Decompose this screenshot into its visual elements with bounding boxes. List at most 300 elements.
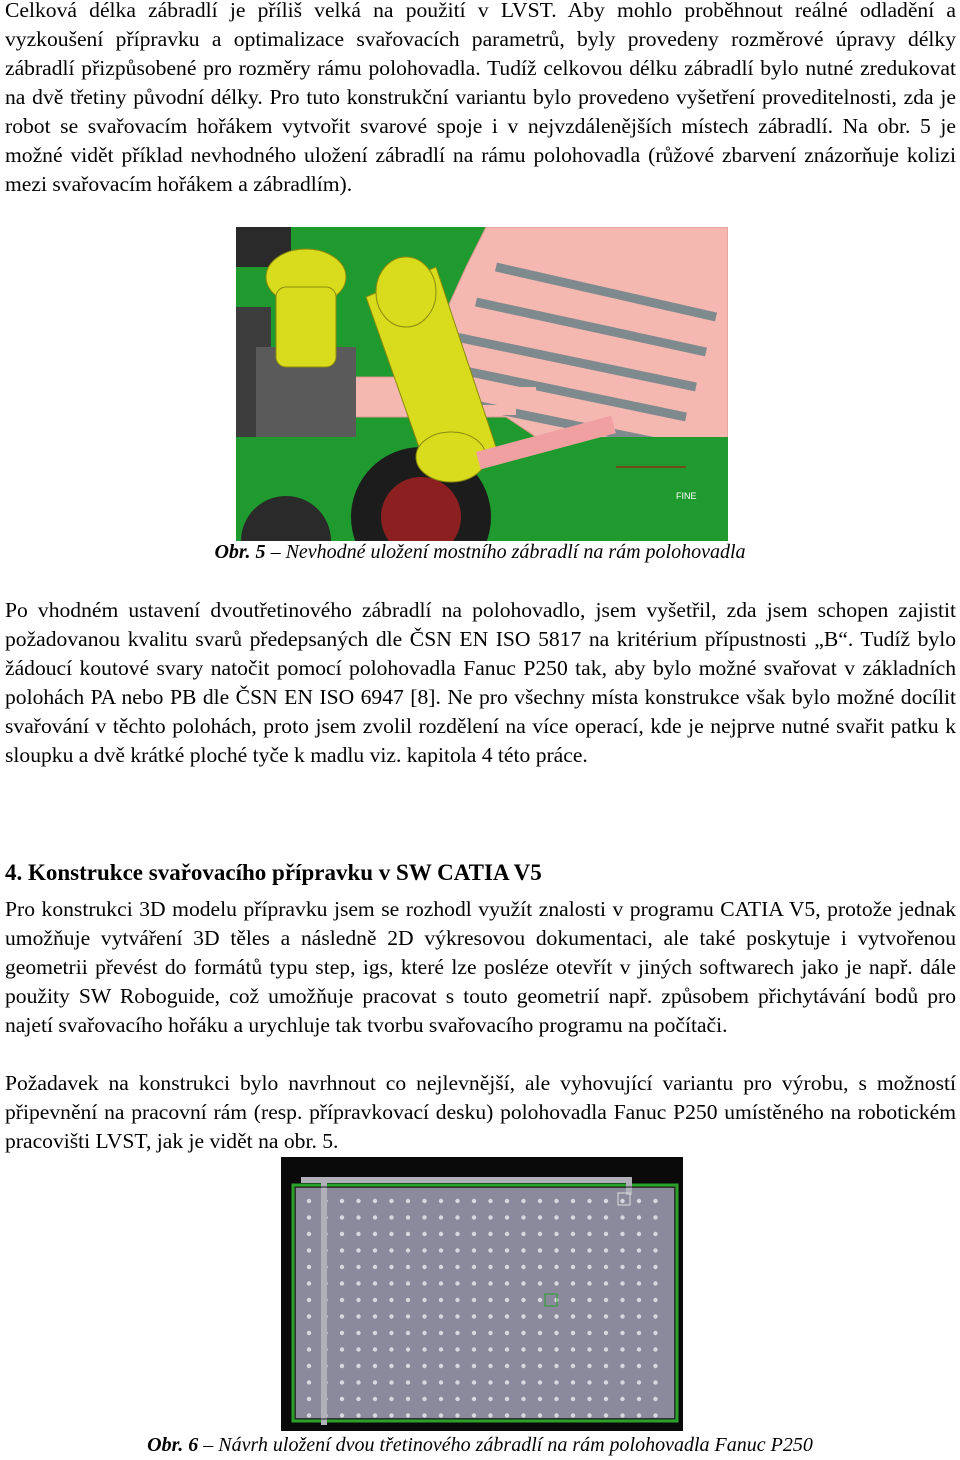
plate-hole bbox=[604, 1380, 608, 1384]
plate-hole bbox=[521, 1397, 525, 1401]
plate-hole bbox=[620, 1364, 624, 1368]
fine-label: FINE bbox=[676, 491, 697, 501]
plate-hole bbox=[538, 1265, 542, 1269]
plate-hole bbox=[373, 1413, 377, 1417]
plate-hole bbox=[488, 1232, 492, 1236]
plate-hole bbox=[389, 1215, 393, 1219]
paragraph-catia: Pro konstrukci 3D modelu přípravku jsem se rozhodl využít znalosti v programu CATIA V5, protože jednak umožňuje vytváření 3D těles a následně 2D výkresovou dokumentaci, ale také poskytuje i vytvořenou geometrii převést do formátů typu step, igs, které lze posléze otevřít v jiných softwarech jako je např. dále použity SW Roboguide, což umožňuje pracovat s touto geometrií např. způsobem přichytávání bodů pro najetí svařovacího hořáku a urychluje tak tvorbu svařovacího programu na počítači. bbox=[5, 897, 956, 1037]
plate-hole bbox=[406, 1364, 410, 1368]
plate-hole bbox=[554, 1397, 558, 1401]
plate-hole bbox=[307, 1281, 311, 1285]
plate-hole bbox=[620, 1413, 624, 1417]
plate-hole bbox=[340, 1314, 344, 1318]
plate-hole bbox=[389, 1364, 393, 1368]
plate-hole bbox=[406, 1347, 410, 1351]
plate-hole bbox=[389, 1413, 393, 1417]
plate-hole bbox=[620, 1331, 624, 1335]
plate-hole bbox=[554, 1265, 558, 1269]
plate-hole bbox=[439, 1397, 443, 1401]
plate-hole bbox=[356, 1248, 360, 1252]
plate-hole bbox=[620, 1265, 624, 1269]
plate-hole bbox=[373, 1314, 377, 1318]
plate-hole bbox=[373, 1298, 377, 1302]
plate-hole bbox=[620, 1314, 624, 1318]
plate-hole bbox=[620, 1347, 624, 1351]
plate-hole bbox=[521, 1265, 525, 1269]
plate-hole bbox=[505, 1314, 509, 1318]
plate-hole bbox=[620, 1298, 624, 1302]
plate-hole bbox=[505, 1232, 509, 1236]
plate-hole bbox=[356, 1380, 360, 1384]
plate-hole bbox=[472, 1380, 476, 1384]
plate-hole bbox=[571, 1248, 575, 1252]
plate-hole bbox=[554, 1347, 558, 1351]
figure-6-label: Obr. 6 bbox=[147, 1434, 199, 1456]
plate-hole bbox=[439, 1281, 443, 1285]
plate-hole bbox=[472, 1347, 476, 1351]
plate-hole bbox=[554, 1364, 558, 1368]
plate-hole bbox=[587, 1331, 591, 1335]
figure-6-caption bbox=[0, 1434, 960, 1457]
plate-hole bbox=[439, 1298, 443, 1302]
plate-hole bbox=[340, 1265, 344, 1269]
plate-hole bbox=[422, 1397, 426, 1401]
plate-hole bbox=[571, 1215, 575, 1219]
plate-hole bbox=[538, 1298, 542, 1302]
plate-hole bbox=[422, 1248, 426, 1252]
plate-hole bbox=[653, 1232, 657, 1236]
plate-hole bbox=[488, 1199, 492, 1203]
plate-hole bbox=[340, 1281, 344, 1285]
plate-hole bbox=[340, 1397, 344, 1401]
plate-hole bbox=[373, 1215, 377, 1219]
plate-hole bbox=[538, 1232, 542, 1236]
plate-hole bbox=[637, 1215, 641, 1219]
plate-hole bbox=[472, 1331, 476, 1335]
plate-hole bbox=[521, 1199, 525, 1203]
plate-hole bbox=[439, 1347, 443, 1351]
plate-hole bbox=[571, 1380, 575, 1384]
plate-hole bbox=[439, 1215, 443, 1219]
plate-hole bbox=[455, 1215, 459, 1219]
plate-hole bbox=[653, 1199, 657, 1203]
plate-hole bbox=[538, 1248, 542, 1252]
plate-hole bbox=[406, 1298, 410, 1302]
plate-hole bbox=[604, 1331, 608, 1335]
plate-hole bbox=[472, 1397, 476, 1401]
plate-hole bbox=[356, 1347, 360, 1351]
plate-hole bbox=[307, 1413, 311, 1417]
plate-hole bbox=[488, 1314, 492, 1318]
plate-hole bbox=[554, 1380, 558, 1384]
plate-hole bbox=[389, 1265, 393, 1269]
plate-hole bbox=[505, 1281, 509, 1285]
plate-hole bbox=[653, 1314, 657, 1318]
plate-hole bbox=[422, 1281, 426, 1285]
plate-hole bbox=[521, 1413, 525, 1417]
figure-5-caption bbox=[0, 541, 960, 564]
plate-hole bbox=[488, 1380, 492, 1384]
plate-hole bbox=[620, 1380, 624, 1384]
plate-hole bbox=[406, 1248, 410, 1252]
plate-hole bbox=[637, 1199, 641, 1203]
plate-hole bbox=[340, 1215, 344, 1219]
plate-hole bbox=[422, 1314, 426, 1318]
plate-hole bbox=[422, 1364, 426, 1368]
plate-hole bbox=[406, 1232, 410, 1236]
plate-hole bbox=[587, 1397, 591, 1401]
plate-hole bbox=[653, 1397, 657, 1401]
plate-hole bbox=[604, 1215, 608, 1219]
figure-6-caption-text: – Návrh uložení dvou třetinového zábradlí na rám polohovadla Fanuc P250 bbox=[198, 1434, 813, 1456]
plate-hole bbox=[307, 1347, 311, 1351]
plate-hole bbox=[389, 1298, 393, 1302]
plate-hole bbox=[373, 1281, 377, 1285]
plate-hole bbox=[554, 1199, 558, 1203]
plate-hole bbox=[604, 1413, 608, 1417]
plate-hole bbox=[637, 1232, 641, 1236]
plate-hole bbox=[439, 1413, 443, 1417]
plate-hole bbox=[356, 1215, 360, 1219]
plate-hole bbox=[620, 1232, 624, 1236]
plate-hole bbox=[455, 1232, 459, 1236]
plate-hole bbox=[356, 1232, 360, 1236]
plate-hole bbox=[455, 1248, 459, 1252]
plate-hole bbox=[389, 1248, 393, 1252]
plate-hole bbox=[406, 1281, 410, 1285]
plate-hole bbox=[422, 1380, 426, 1384]
plate-hole bbox=[455, 1298, 459, 1302]
plate-hole bbox=[571, 1232, 575, 1236]
plate-hole bbox=[356, 1265, 360, 1269]
plate-hole bbox=[356, 1281, 360, 1285]
plate-hole bbox=[538, 1314, 542, 1318]
plate-hole bbox=[472, 1413, 476, 1417]
plate-hole bbox=[389, 1331, 393, 1335]
plate-hole bbox=[373, 1364, 377, 1368]
plate-hole bbox=[439, 1364, 443, 1368]
plate-hole bbox=[406, 1413, 410, 1417]
plate-hole bbox=[356, 1364, 360, 1368]
plate-hole bbox=[538, 1199, 542, 1203]
plate-hole bbox=[340, 1248, 344, 1252]
plate-hole bbox=[406, 1380, 410, 1384]
plate-hole bbox=[439, 1199, 443, 1203]
plate-hole bbox=[406, 1265, 410, 1269]
plate-hole bbox=[554, 1248, 558, 1252]
plate-hole bbox=[356, 1298, 360, 1302]
plate-hole bbox=[637, 1397, 641, 1401]
paragraph-weld-quality: Po vhodném ustavení dvoutřetinového zábradlí na polohovadlo, jsem vyšetřil, zda jsem schopen zajistit požadovanou kvalitu svarů předepsaných dle ČSN EN ISO 5817 na kritérium přípustnosti „B“. Tudíž bylo žádoucí koutové svary natočit pomocí polohovadla Fanuc P250 tak, aby bylo možné svařovat v základních polohách PA nebo PB dle ČSN EN ISO 6947 [8]. Ne pro všechny místa konstrukce však bylo možné docílit svařování v těchto polohách, proto jsem zvolil rozdělení na více operací, kde je nejprve nutné svařit patku k sloupku a dvě krátké ploché tyče k madlu viz. kapitola 4 této práce. bbox=[5, 598, 956, 767]
plate-hole bbox=[604, 1347, 608, 1351]
plate-hole bbox=[455, 1413, 459, 1417]
plate-hole bbox=[521, 1215, 525, 1219]
plate-hole bbox=[307, 1232, 311, 1236]
plate-hole bbox=[587, 1248, 591, 1252]
plate-hole bbox=[538, 1380, 542, 1384]
plate-hole bbox=[455, 1397, 459, 1401]
plate-hole bbox=[554, 1281, 558, 1285]
plate-hole bbox=[439, 1248, 443, 1252]
plate-hole bbox=[488, 1397, 492, 1401]
plate-hole bbox=[587, 1380, 591, 1384]
plate-hole bbox=[637, 1265, 641, 1269]
plate-hole bbox=[422, 1265, 426, 1269]
plate-hole bbox=[340, 1331, 344, 1335]
plate-hole bbox=[488, 1364, 492, 1368]
plate-hole bbox=[472, 1215, 476, 1219]
plate-hole bbox=[538, 1347, 542, 1351]
plate-hole bbox=[356, 1413, 360, 1417]
plate-hole bbox=[587, 1364, 591, 1368]
fixture-plate-drawing bbox=[281, 1157, 683, 1431]
plate-hole bbox=[505, 1215, 509, 1219]
plate-hole bbox=[488, 1265, 492, 1269]
plate-hole bbox=[307, 1397, 311, 1401]
plate-hole bbox=[406, 1314, 410, 1318]
plate-hole bbox=[307, 1265, 311, 1269]
plate-hole bbox=[307, 1331, 311, 1335]
plate-hole bbox=[554, 1413, 558, 1417]
plate-hole bbox=[340, 1413, 344, 1417]
robot-collision-scene bbox=[236, 227, 728, 541]
plate-hole bbox=[307, 1380, 311, 1384]
plate-hole bbox=[653, 1248, 657, 1252]
plate-hole bbox=[587, 1232, 591, 1236]
plate-hole bbox=[455, 1364, 459, 1368]
plate-hole bbox=[604, 1199, 608, 1203]
plate-hole bbox=[538, 1215, 542, 1219]
plate-hole bbox=[488, 1331, 492, 1335]
plate-hole bbox=[538, 1331, 542, 1335]
plate-hole bbox=[472, 1265, 476, 1269]
plate-hole bbox=[472, 1232, 476, 1236]
plate-hole bbox=[538, 1413, 542, 1417]
paragraph-intro: Celková délka zábradlí je příliš velká na použití v LVST. Aby mohlo proběhnout reálné odladění a vyzkoušení přípravku a optimalizace svařovacích parametrů, byly provedeny rozměrové úpravy délky zábradlí přizpůsobené pro rozměry rámu polohovadla. Tudíž celkovou délku zábradlí bylo nutné zredukovat na dvě třetiny původní délky. Pro tuto konstrukční variantu bylo provedeno vyšetření proveditelnosti, zda je robot se svařovacím hořákem vytvořit svarové spoje i v nejvzdálenějších místech zábradlí. Na obr. 5 je možné vidět příklad nevhodného uložení zábradlí na rámu polohovadla (růžové zbarvení znázorňuje kolizi mezi svařovacím hořákem a zábradlím). bbox=[5, 0, 956, 196]
plate-hole bbox=[373, 1248, 377, 1252]
plate-hole bbox=[521, 1331, 525, 1335]
plate-hole bbox=[653, 1413, 657, 1417]
plate-hole bbox=[340, 1347, 344, 1351]
plate-hole bbox=[472, 1199, 476, 1203]
plate-hole bbox=[439, 1265, 443, 1269]
plate-hole bbox=[521, 1248, 525, 1252]
plate-hole bbox=[472, 1314, 476, 1318]
plate-hole bbox=[571, 1314, 575, 1318]
plate-hole bbox=[356, 1314, 360, 1318]
plate-hole bbox=[620, 1248, 624, 1252]
plate-hole bbox=[604, 1248, 608, 1252]
plate-hole bbox=[521, 1364, 525, 1368]
plate-hole bbox=[637, 1281, 641, 1285]
plate-hole bbox=[488, 1347, 492, 1351]
plate-hole bbox=[604, 1281, 608, 1285]
plate-hole bbox=[587, 1413, 591, 1417]
plate-hole bbox=[455, 1314, 459, 1318]
plate-hole bbox=[587, 1314, 591, 1318]
plate-hole bbox=[604, 1397, 608, 1401]
plate-hole bbox=[455, 1199, 459, 1203]
plate-hole bbox=[505, 1380, 509, 1384]
plate-hole bbox=[307, 1364, 311, 1368]
plate-hole bbox=[439, 1232, 443, 1236]
plate-hole bbox=[637, 1364, 641, 1368]
plate-hole bbox=[406, 1215, 410, 1219]
plate-hole bbox=[653, 1364, 657, 1368]
plate-hole bbox=[488, 1413, 492, 1417]
plate-hole bbox=[521, 1232, 525, 1236]
plate-hole bbox=[307, 1314, 311, 1318]
plate-hole bbox=[653, 1380, 657, 1384]
plate-hole bbox=[653, 1265, 657, 1269]
plate-hole bbox=[389, 1199, 393, 1203]
plate-hole bbox=[389, 1380, 393, 1384]
plate-hole bbox=[637, 1331, 641, 1335]
plate-hole bbox=[521, 1380, 525, 1384]
plate-hole bbox=[653, 1215, 657, 1219]
plate-hole bbox=[521, 1314, 525, 1318]
plate-hole bbox=[637, 1413, 641, 1417]
plate-hole bbox=[653, 1281, 657, 1285]
plate-hole bbox=[538, 1364, 542, 1368]
plate-hole bbox=[571, 1331, 575, 1335]
plate-hole bbox=[554, 1331, 558, 1335]
plate-hole bbox=[637, 1298, 641, 1302]
figure-6-render bbox=[281, 1157, 683, 1431]
plate-hole bbox=[637, 1248, 641, 1252]
figure-5-caption-text: – Nevhodné uložení mostního zábradlí na rám polohovadla bbox=[265, 541, 746, 563]
plate-hole bbox=[455, 1380, 459, 1384]
plate-hole bbox=[571, 1397, 575, 1401]
plate-hole bbox=[571, 1364, 575, 1368]
plate-hole bbox=[505, 1347, 509, 1351]
plate-hole bbox=[373, 1232, 377, 1236]
plate-hole bbox=[587, 1281, 591, 1285]
plate-hole bbox=[340, 1199, 344, 1203]
plate-hole bbox=[373, 1380, 377, 1384]
plate-hole bbox=[373, 1331, 377, 1335]
plate-hole bbox=[620, 1199, 624, 1203]
plate-hole bbox=[505, 1413, 509, 1417]
plate-hole bbox=[488, 1281, 492, 1285]
plate-hole bbox=[637, 1380, 641, 1384]
plate-hole bbox=[587, 1265, 591, 1269]
plate-hole bbox=[620, 1215, 624, 1219]
plate-hole bbox=[571, 1347, 575, 1351]
plate-hole bbox=[340, 1298, 344, 1302]
plate-hole bbox=[571, 1199, 575, 1203]
plate-hole bbox=[373, 1265, 377, 1269]
plate-hole bbox=[422, 1199, 426, 1203]
plate-hole bbox=[554, 1215, 558, 1219]
plate-hole bbox=[455, 1281, 459, 1285]
plate-hole bbox=[406, 1331, 410, 1335]
plate-hole bbox=[488, 1298, 492, 1302]
plate-hole bbox=[389, 1347, 393, 1351]
plate-hole bbox=[571, 1413, 575, 1417]
plate-hole bbox=[653, 1298, 657, 1302]
plate-hole bbox=[637, 1347, 641, 1351]
plate-hole bbox=[521, 1298, 525, 1302]
plate-hole bbox=[620, 1281, 624, 1285]
plate-hole bbox=[488, 1248, 492, 1252]
plate-hole bbox=[505, 1397, 509, 1401]
plate-hole bbox=[620, 1397, 624, 1401]
plate-hole bbox=[422, 1232, 426, 1236]
plate-hole bbox=[373, 1347, 377, 1351]
plate-hole bbox=[307, 1215, 311, 1219]
plate-hole bbox=[389, 1397, 393, 1401]
figure-5-render bbox=[236, 227, 728, 541]
plate-hole bbox=[538, 1397, 542, 1401]
plate-hole bbox=[422, 1298, 426, 1302]
plate-hole bbox=[406, 1397, 410, 1401]
plate-hole bbox=[389, 1314, 393, 1318]
plate-hole bbox=[571, 1298, 575, 1302]
plate-hole bbox=[422, 1347, 426, 1351]
plate-hole bbox=[505, 1248, 509, 1252]
plate-hole bbox=[356, 1199, 360, 1203]
plate-hole bbox=[505, 1331, 509, 1335]
paragraph-requirement: Požadavek na konstrukci bylo navrhnout co nejlevnější, ale vyhovující variantu pro výrobu, s možností připevnění na pracovní rám (resp. přípravkovací desku) polohovadla Fanuc P250 umístěného na robotickém pracovišti LVST, jak je vidět na obr. 5. bbox=[5, 1071, 956, 1153]
plate-hole bbox=[653, 1347, 657, 1351]
plate-hole bbox=[356, 1331, 360, 1335]
plate-hole bbox=[604, 1298, 608, 1302]
plate-hole bbox=[340, 1380, 344, 1384]
plate-hole bbox=[488, 1215, 492, 1219]
section-heading: 4. Konstrukce svařovacího přípravku v SW CATIA V5 bbox=[5, 860, 542, 885]
plate-hole bbox=[422, 1413, 426, 1417]
plate-hole bbox=[505, 1199, 509, 1203]
plate-hole bbox=[637, 1314, 641, 1318]
plate-hole bbox=[472, 1281, 476, 1285]
plate-hole bbox=[422, 1215, 426, 1219]
plate-hole bbox=[439, 1314, 443, 1318]
plate-hole bbox=[472, 1248, 476, 1252]
plate-hole bbox=[422, 1331, 426, 1335]
plate-hole bbox=[604, 1314, 608, 1318]
plate-hole bbox=[439, 1380, 443, 1384]
plate-hole bbox=[373, 1199, 377, 1203]
plate-hole bbox=[571, 1281, 575, 1285]
plate-hole bbox=[554, 1314, 558, 1318]
plate-hole bbox=[604, 1364, 608, 1368]
plate-hole bbox=[373, 1397, 377, 1401]
plate-hole bbox=[472, 1364, 476, 1368]
plate-hole bbox=[356, 1397, 360, 1401]
figure-5-label: Obr. 5 bbox=[214, 541, 266, 563]
plate-hole bbox=[587, 1298, 591, 1302]
plate-hole bbox=[521, 1281, 525, 1285]
plate-hole bbox=[587, 1347, 591, 1351]
plate-hole bbox=[406, 1199, 410, 1203]
plate-hole bbox=[307, 1298, 311, 1302]
plate-hole bbox=[455, 1347, 459, 1351]
plate-hole bbox=[307, 1248, 311, 1252]
plate-hole bbox=[389, 1281, 393, 1285]
plate-hole bbox=[571, 1265, 575, 1269]
plate-hole bbox=[604, 1232, 608, 1236]
plate-hole bbox=[587, 1215, 591, 1219]
plate-hole bbox=[653, 1331, 657, 1335]
plate-hole bbox=[455, 1265, 459, 1269]
plate-hole bbox=[521, 1347, 525, 1351]
plate-hole bbox=[340, 1364, 344, 1368]
plate-hole bbox=[538, 1281, 542, 1285]
plate-hole bbox=[505, 1298, 509, 1302]
plate-hole bbox=[554, 1232, 558, 1236]
plate-hole bbox=[505, 1364, 509, 1368]
